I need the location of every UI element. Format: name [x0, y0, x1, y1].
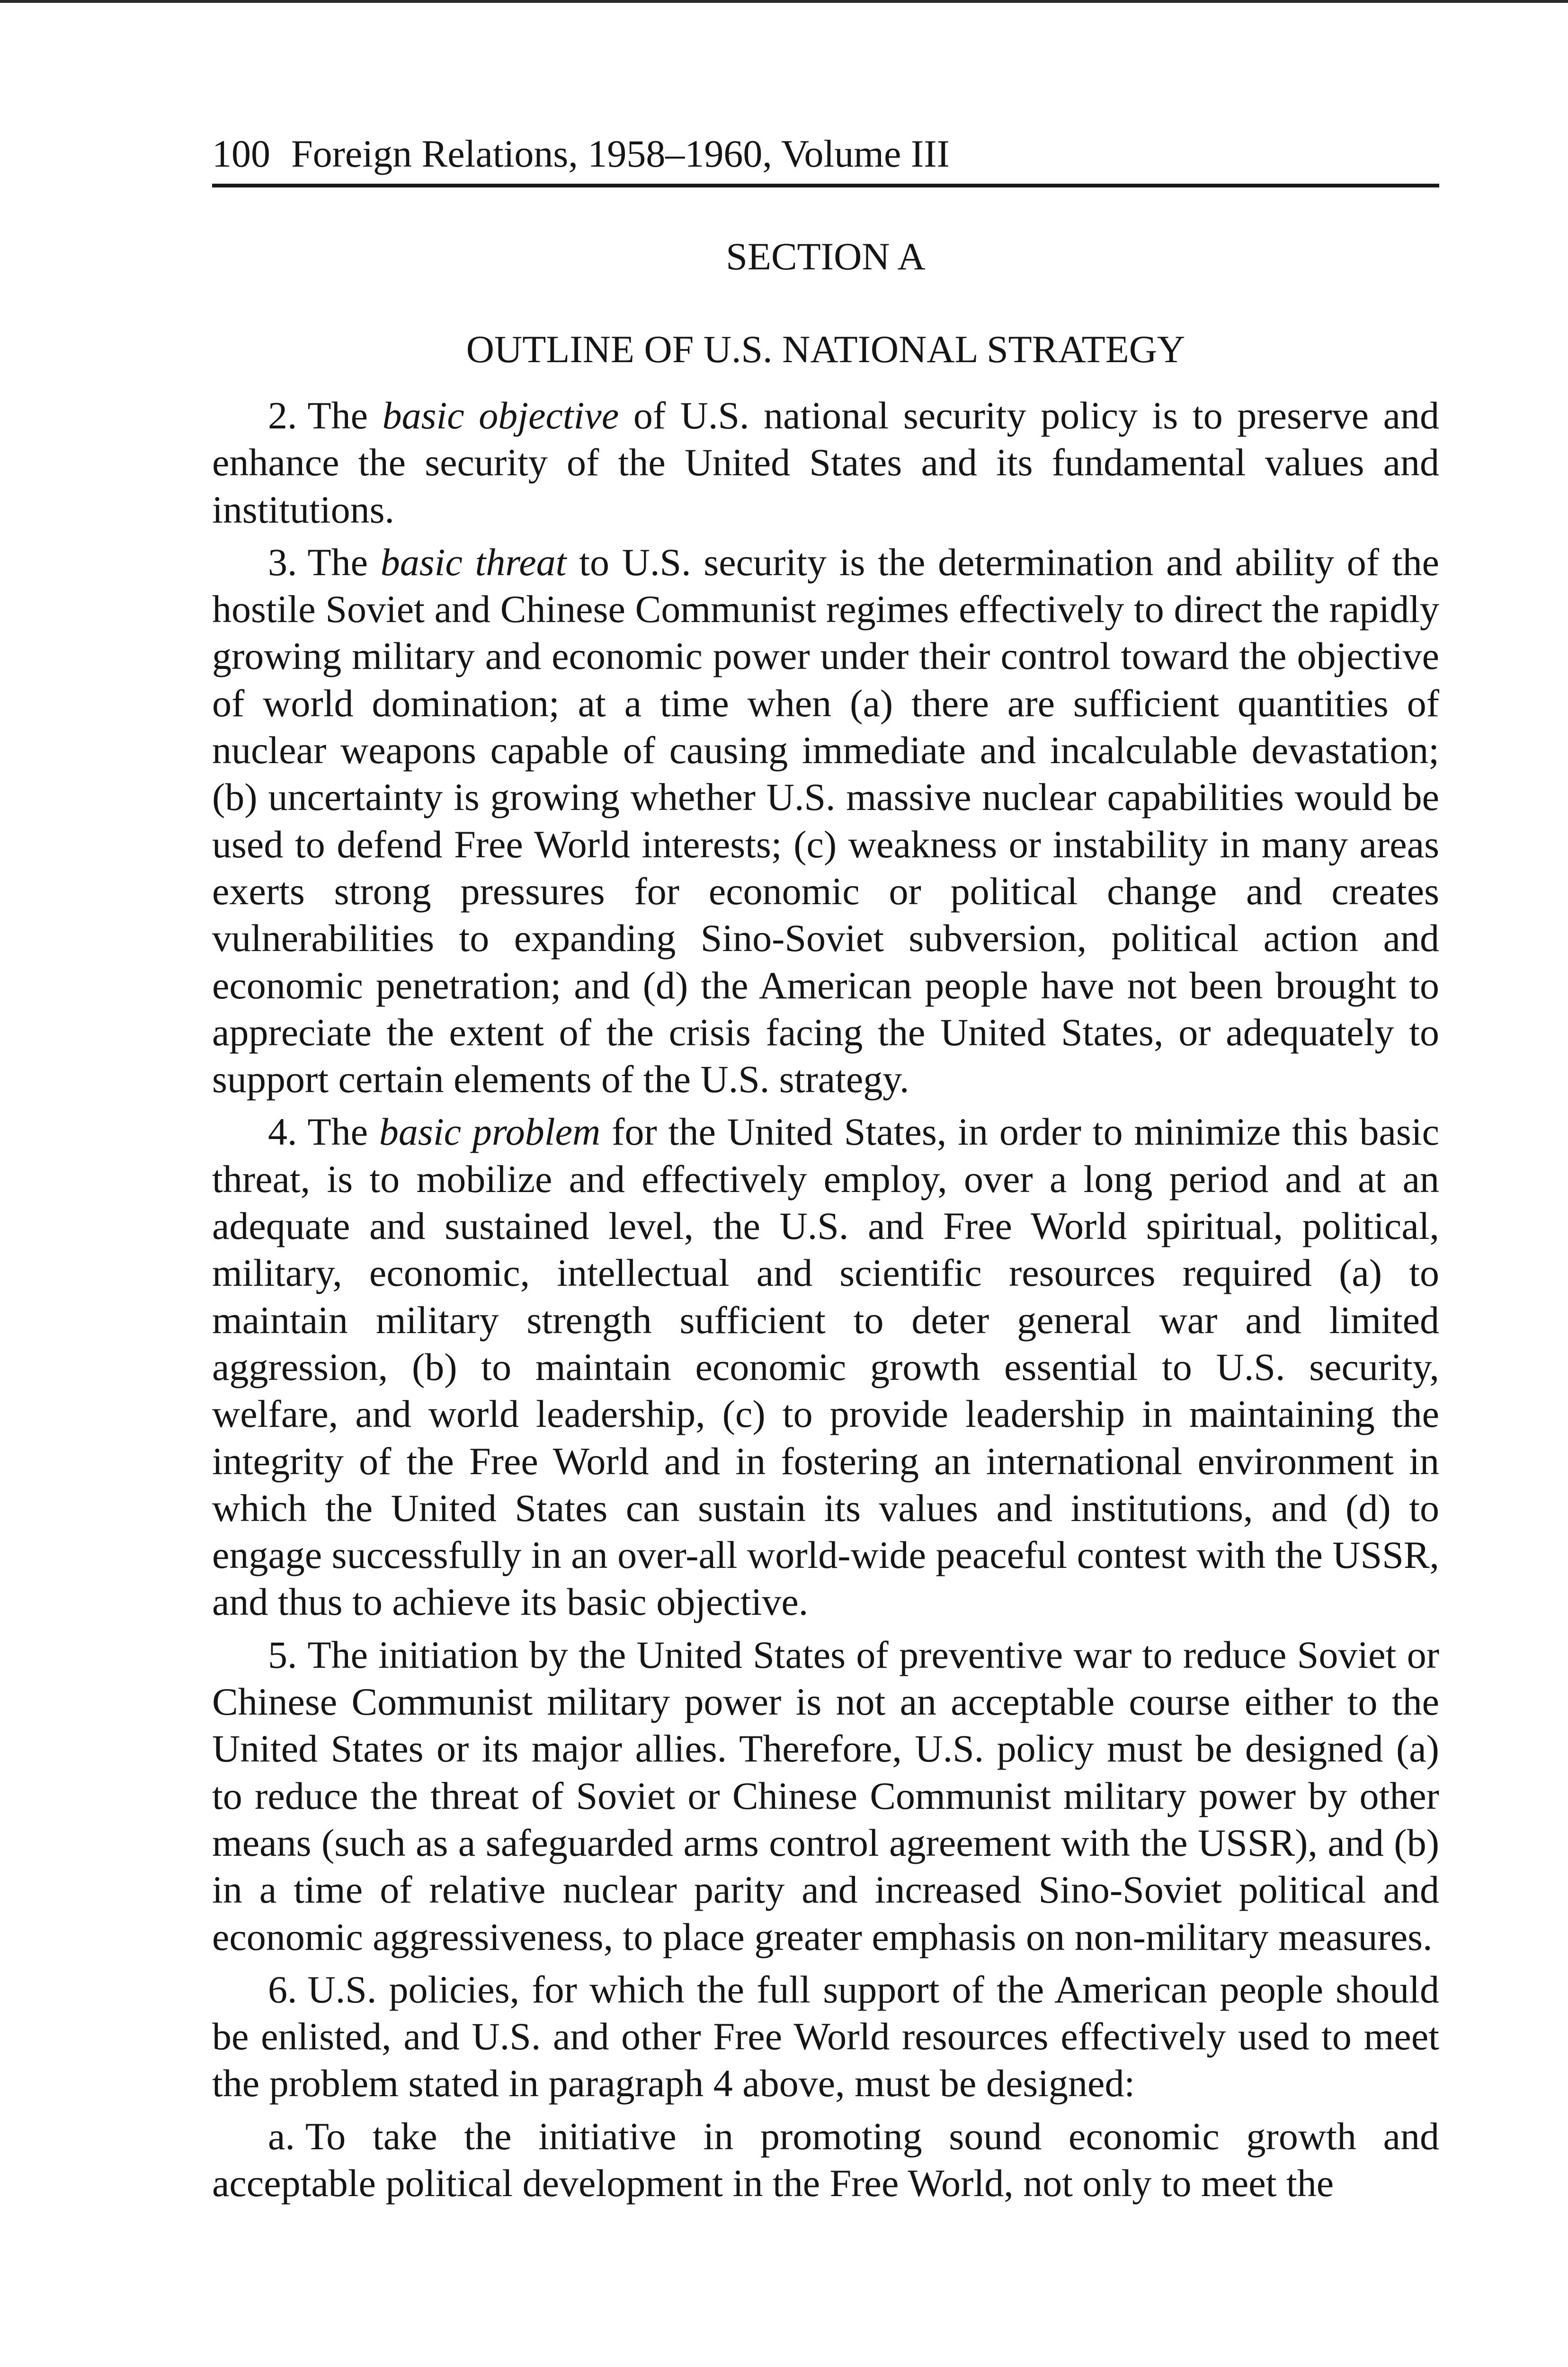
scan-top-border [0, 0, 1568, 3]
paragraph-term: basic threat [380, 540, 567, 584]
page-number: 100 [212, 132, 270, 175]
paragraph-number: a. [268, 2114, 295, 2158]
paragraph-5 [212, 1631, 1439, 1960]
paragraph-number: 2. [268, 394, 297, 437]
paragraph-lead: The [307, 1110, 368, 1154]
paragraph-number: 6. [268, 1967, 297, 2011]
paragraph-lead: The [307, 540, 368, 584]
paragraph-text: of U.S. national security policy is to preserve and enhance the security of the United States and its fundamental values and institutions. [212, 394, 1440, 531]
running-header [212, 128, 1439, 187]
paragraph-text: for the United States, in order to minimize this basic threat, is to mobilize and effectively employ, over a long period and at an adequate and sustained level, the U.S. and Free World spiritual, political, military, economic, intellectual and scientific resources required (a) to maintain military strength sufficient to deter general war and limited aggression, (b) to maintain economic growth essential to U.S. security, welfare, and world leadership, (c) to provide leadership in maintaining the integrity of the Free World and in fostering an international environment in which the United States can sustain its values and institutions, and (d) to engage successfully in an over-all world-wide peaceful contest with the USSR, and thus to achieve its basic objective. [212, 1110, 1440, 1624]
paragraph-term: basic objective [382, 394, 619, 437]
paragraph-lead: The [307, 394, 368, 437]
paragraph-number: 3. [268, 540, 297, 584]
paragraph-text: U.S. policies, for which the full support of the American people should be enlisted, and U.S. and other Free World resources effectively used to meet the problem stated in paragraph 4 above, must be designed: [212, 1967, 1439, 2105]
section-title: OUTLINE OF U.S. NATIONAL STRATEGY [466, 328, 1185, 371]
running-title: Foreign Relations, 1958–1960, Volume III [291, 132, 950, 175]
section-label: SECTION A [726, 235, 926, 278]
paragraph-text: The initiation by the United States of preventive war to reduce Soviet or Chinese Communist military power is not an acceptable course either to the United States or its major allies. Therefore, U.S. policy must be designed (a) to reduce the threat of Soviet or Chinese Communist military power by other means (such as a safeguarded arms control agreement with the USSR), and (b) in a time of relative nuclear parity and increased Sino-Soviet political and economic aggressiveness, to place greater emphasis on non-military measures. [212, 1633, 1439, 1958]
paragraph-4 [212, 1108, 1439, 1625]
paragraph-6a [212, 2113, 1439, 2207]
document-page [212, 128, 1439, 2207]
paragraph-6 [212, 1966, 1439, 2107]
paragraph-2 [212, 392, 1439, 533]
paragraph-number: 5. [268, 1633, 297, 1676]
paragraph-term: basic problem [379, 1110, 601, 1154]
paragraph-text: To take the initiative in promoting sound economic growth and acceptable political development in the Free World, not only to meet the [212, 2114, 1439, 2205]
paragraph-3 [212, 539, 1439, 1103]
paragraph-number: 4. [268, 1110, 297, 1154]
paragraph-text: to U.S. security is the determination and ability of the hostile Soviet and Chinese Communist regimes effectively to direct the rapidly growing military and economic power under their control toward the objective of world domination; at a time when (a) there are sufficient quantities of nuclear weapons capable of causing immediate and incalculable devastation; (b) uncertainty is growing whether U.S. massive nuclear capabilities would be used to defend Free World interests; (c) weakness or instability in many areas exerts strong pressures for economic or political change and creates vulnerabilities to expanding Sino-Soviet subversion, political action and economic penetration; and (d) the American people have not been brought to appreciate the extent of the crisis facing the United States, or adequately to support certain elements of the U.S. strategy. [212, 540, 1440, 1101]
